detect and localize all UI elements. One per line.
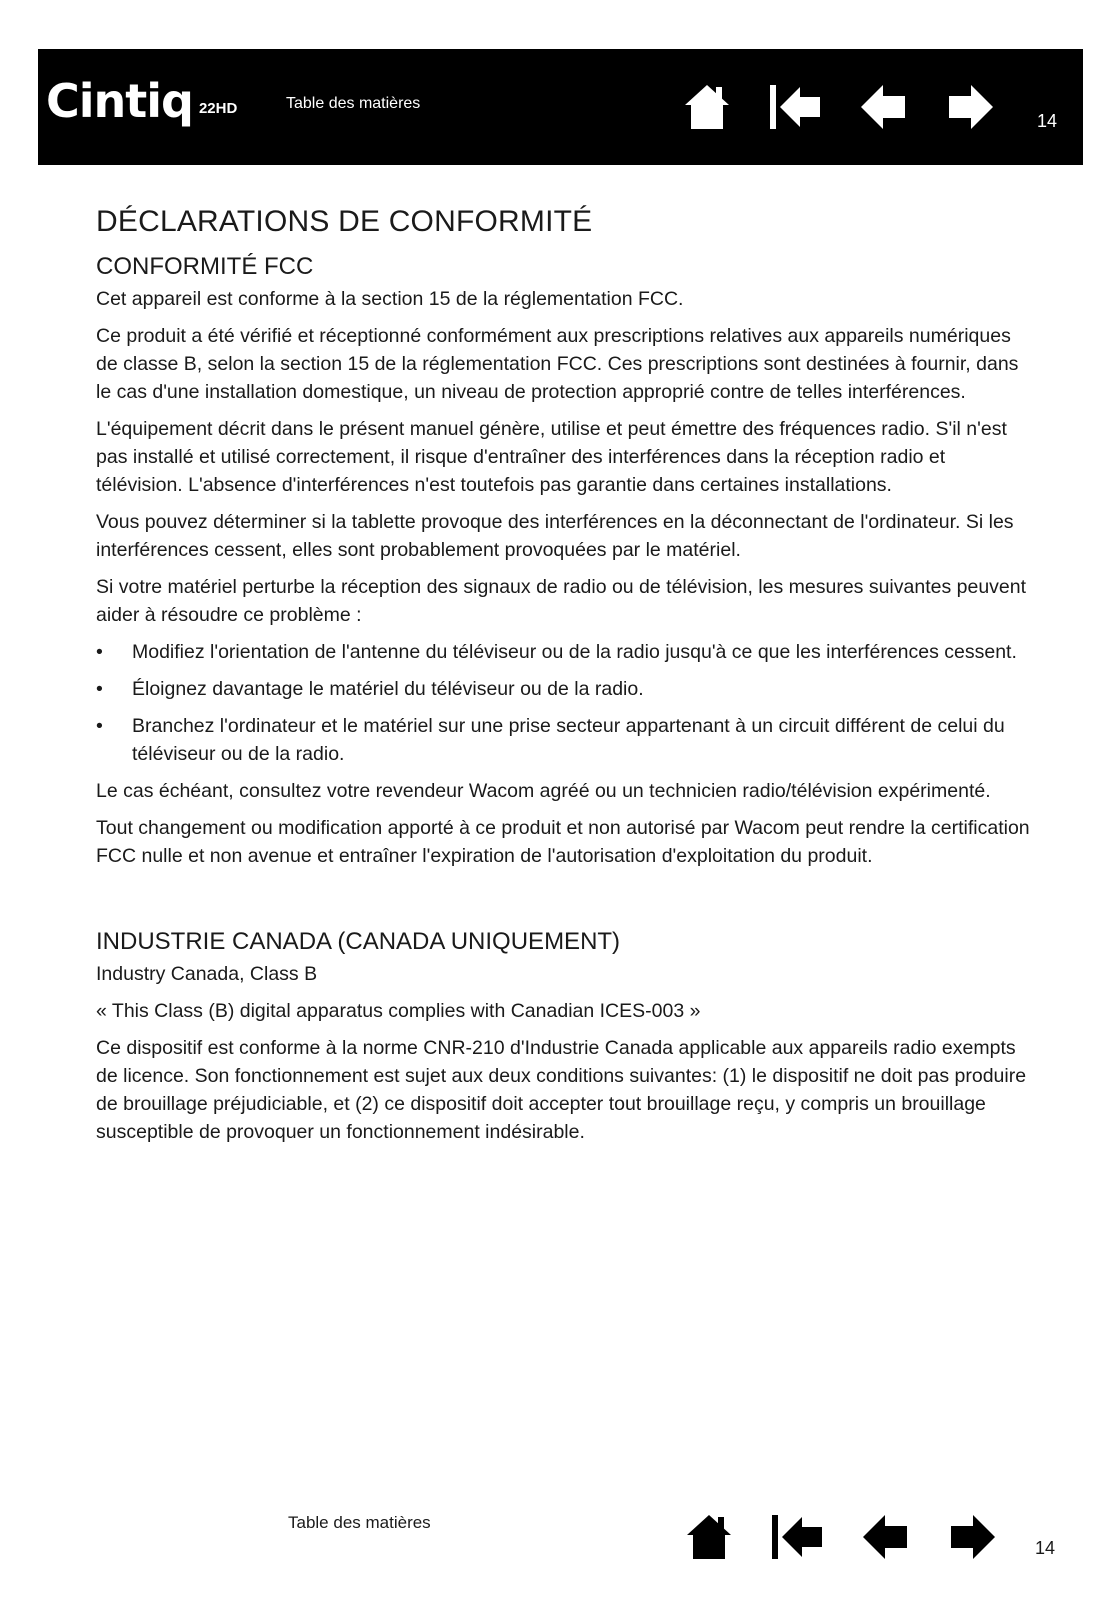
first-page-button[interactable]	[764, 1508, 830, 1566]
header-nav	[674, 78, 1004, 136]
fcc-paragraph: Ce produit a été vérifié et réceptionné conformément aux prescriptions relatives aux appareils numériques de classe B, selon la section 15 de la réglementation FCC. Ces prescriptions sont destinées à fournir, dans le cas d'une installation domestique, un niveau de protection approprié contre de telles interférences.	[96, 325, 1019, 403]
header-bar	[38, 49, 1083, 165]
first-page-icon	[768, 83, 822, 131]
bullet-marker: •	[96, 715, 103, 737]
home-button[interactable]	[674, 78, 740, 136]
previous-page-icon	[859, 83, 907, 131]
footer-nav	[676, 1508, 1006, 1566]
cintiq-logo	[46, 71, 237, 131]
main-content	[96, 205, 1031, 1155]
fcc-paragraph: Tout changement ou modification apporté à ce produit et non autorisé par Wacom peut rendre la certification FCC nulle et non avenue et entraîner l'expiration de l'autorisation d'exploitation du produit.	[96, 817, 1030, 867]
next-page-button[interactable]	[940, 1508, 1006, 1566]
canada-paragraph: Industry Canada, Class B	[96, 963, 318, 985]
bullet-marker: •	[96, 678, 103, 700]
list-item	[96, 675, 1031, 703]
header-toc-link[interactable]: Table des matières	[286, 95, 421, 112]
footer-page-number: 14	[1035, 1538, 1056, 1558]
previous-page-button[interactable]	[850, 78, 916, 136]
list-item-text: Modifiez l'orientation de l'antenne du téléviseur ou de la radio jusqu'à ce que les interférences cessent.	[132, 641, 1017, 663]
fcc-paragraph: Si votre matériel perturbe la réception des signaux de radio ou de télévision, les mesures suivantes peuvent aider à résoudre ce problème :	[96, 576, 1027, 626]
next-page-icon	[949, 1513, 997, 1561]
logo-model: 22HD	[198, 100, 238, 117]
list-item	[96, 712, 1031, 768]
header-page-number: 14	[1036, 111, 1057, 131]
list-item-text: Éloignez davantage le matériel du téléviseur ou de la radio.	[132, 678, 644, 700]
next-page-button[interactable]	[938, 78, 1004, 136]
fcc-bullet-list	[96, 638, 1031, 768]
home-icon	[685, 1513, 733, 1561]
first-page-icon	[770, 1513, 824, 1561]
fcc-paragraph: Cet appareil est conforme à la section 15 de la réglementation FCC.	[96, 288, 684, 310]
canada-heading: INDUSTRIE CANADA (CANADA UNIQUEMENT)	[96, 928, 621, 955]
fcc-heading: CONFORMITÉ FCC	[96, 253, 314, 280]
logo-text: Cintiq	[46, 74, 193, 128]
next-page-icon	[947, 83, 995, 131]
footer-toc-link[interactable]: Table des matières	[288, 1513, 431, 1532]
previous-page-icon	[861, 1513, 909, 1561]
fcc-paragraph: L'équipement décrit dans le présent manuel génère, utilise et peut émettre des fréquences radio. S'il n'est pas installé et utilisé correctement, il risque d'entraîner des interférences dans la réception radio et télévision. L'absence d'interférences n'est toutefois pas garantie dans certaines installations.	[96, 418, 1007, 496]
previous-page-button[interactable]	[852, 1508, 918, 1566]
fcc-section	[96, 253, 1031, 870]
fcc-paragraph: Vous pouvez déterminer si la tablette provoque des interférences en la déconnectant de l'ordinateur. Si les interférences cessent, elles sont probablement provoquées par le matériel.	[96, 511, 1014, 561]
canada-paragraph: « This Class (B) digital apparatus complies with Canadian ICES-003 »	[96, 1000, 701, 1022]
canada-paragraph: Ce dispositif est conforme à la norme CNR-210 d'Industrie Canada applicable aux appareils radio exempts de licence. Son fonctionnement est sujet aux deux conditions suivantes: (1) le dispositif ne doit pas produire de brouillage préjudiciable, et (2) ce dispositif doit accepter tout brouillage reçu, y compris un brouillage susceptible de provoquer un fonctionnement indésirable.	[96, 1037, 1027, 1143]
first-page-button[interactable]	[762, 78, 828, 136]
home-icon	[683, 83, 731, 131]
canada-section	[96, 928, 1031, 1146]
fcc-paragraph: Le cas échéant, consultez votre revendeur Wacom agréé ou un technicien radio/télévision expérimenté.	[96, 780, 991, 802]
bullet-marker: •	[96, 641, 103, 663]
list-item	[96, 638, 1031, 666]
page-title: DÉCLARATIONS DE CONFORMITÉ	[96, 205, 593, 238]
list-item-text: Branchez l'ordinateur et le matériel sur une prise secteur appartenant à un circuit différent de celui du téléviseur ou de la radio.	[132, 715, 1005, 765]
home-button[interactable]	[676, 1508, 742, 1566]
